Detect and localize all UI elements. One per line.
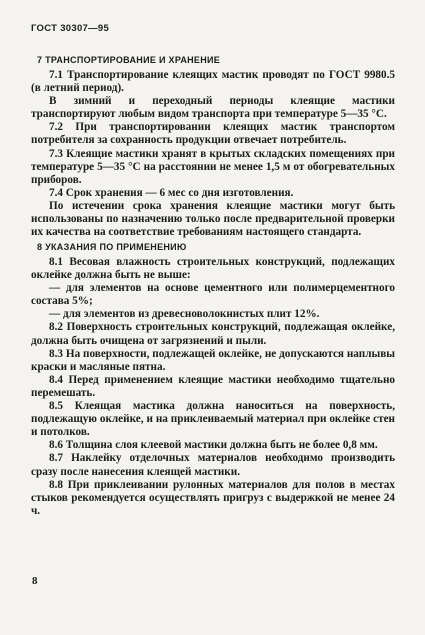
section-8-heading: 8 УКАЗАНИЯ ПО ПРИМЕНЕНИЮ — [37, 242, 187, 252]
paragraph-7-2: 7.2 При транспортировании клеящих мастик транспортом потребителя за сохранность продукции отвечает потребитель. — [31, 121, 395, 147]
section-7-body — [31, 69, 395, 239]
paragraph-7-4: 7.4 Срок хранения — 6 мес со дня изготовления. — [49, 186, 294, 199]
section-7-heading: 7 ТРАНСПОРТИРОВАНИЕ И ХРАНЕНИЕ — [37, 55, 221, 65]
paragraph-8-6: 8.6 Толщина слоя клеевой мастики должна быть не более 0,8 мм. — [49, 439, 378, 452]
paragraph-7-3: 7.3 Клеящие мастики хранят в крытых складских помещениях при температуре 5—35 °С на расстоянии не менее 1,5 м от обогревательных приборов. — [31, 147, 395, 186]
paragraph-8-1-cement: — для элементов на основе цементного или полимерцементного состава 5%; — [31, 282, 395, 308]
paragraph-8-7: 8.7 Наклейку отделочных материалов необходимо производить сразу после нанесения клеящей мастики. — [31, 452, 395, 478]
paragraph-8-1: 8.1 Весовая влажность строительных конструкций, подлежащих оклейке должна быть не выше: — [31, 256, 395, 282]
paragraph-8-1-fiberboard: — для элементов из древесноволокнистых плит 12%. — [49, 308, 320, 321]
section-8-body — [31, 256, 395, 518]
paragraph-8-8: 8.8 При приклеивании рулонных материалов для полов в местах стыков рекомендуется осуществлять пригруз с выдержкой не менее 24 ч. — [31, 478, 395, 517]
paragraph-7-1: 7.1 Транспортирование клеящих мастик проводят по ГОСТ 9980.5 (в летний период). — [31, 69, 395, 95]
paragraph-8-2: 8.2 Поверхность строительных конструкций, подлежащая оклейке, должна быть очищена от загрязнений и пыли. — [31, 321, 395, 347]
paragraph-7-4-expiry: По истечении срока хранения клеящие мастики могут быть использованы по назначению только после предварительной проверки их качества на соответствие требованиям настоящего стандарта. — [31, 199, 395, 239]
paragraph-7-1-winter: В зимний и переходный периоды клеящие мастики транспортируют любым видом транспорта при температуре 5—35 °С. — [31, 95, 395, 121]
paragraph-8-4: 8.4 Перед применением клеящие мастики необходимо тщательно перемешать. — [31, 373, 395, 399]
page-number: 8 — [32, 575, 38, 587]
paragraph-8-3: 8.3 На поверхности, подлежащей оклейке, не допускаются наплывы краски и масляные пятна. — [31, 347, 395, 373]
document-code: ГОСТ 30307—95 — [31, 23, 110, 34]
paragraph-8-5: 8.5 Клеящая мастика должна наноситься на поверхность, подлежащую оклейке, и на приклеиваемый материал при оклейке стен и потолков. — [31, 400, 395, 439]
